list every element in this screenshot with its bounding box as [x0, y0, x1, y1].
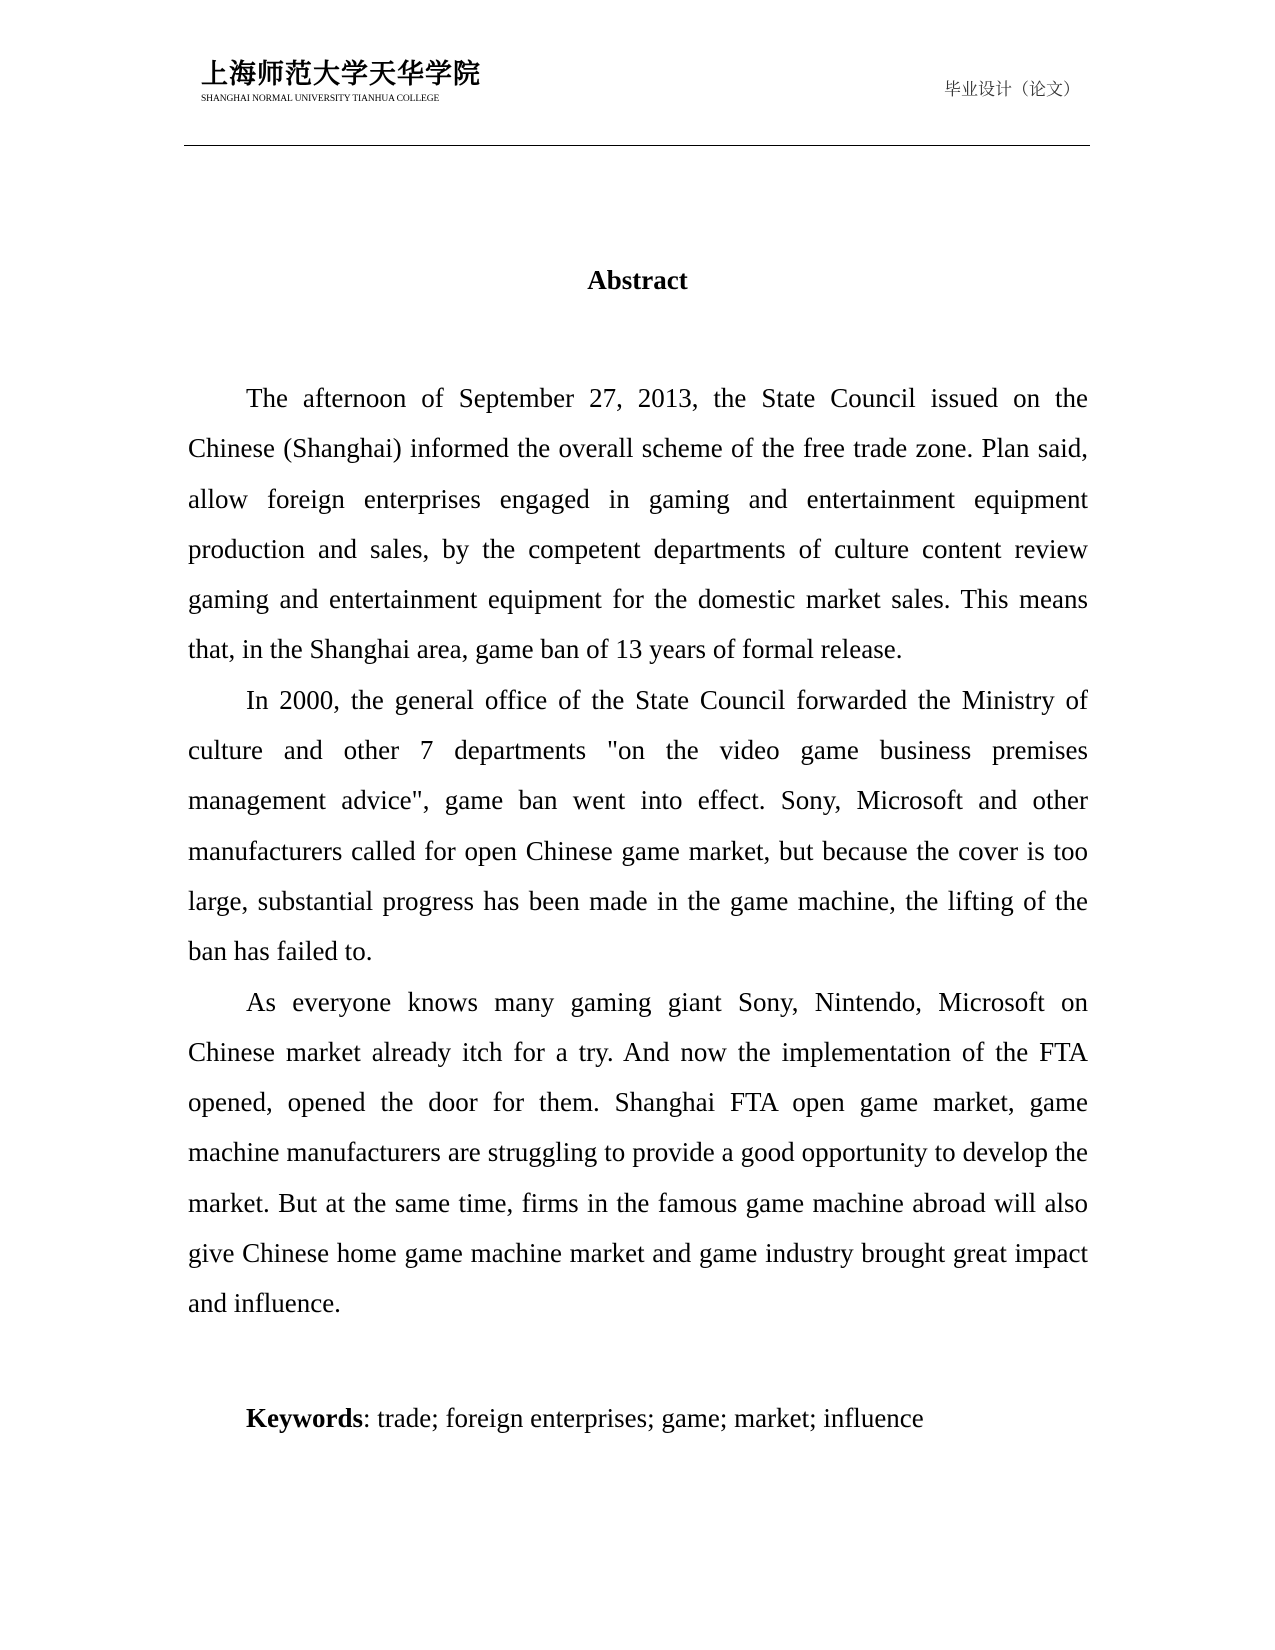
- keywords-list: : trade; foreign enterprises; game; market; influence: [363, 1403, 924, 1433]
- logo-chinese-name: 上海师范大学天华学院: [201, 59, 481, 90]
- keywords-label: Keywords: [246, 1403, 363, 1433]
- abstract-paragraph: The afternoon of September 27, 2013, the State Council issued on the Chinese (Shanghai) informed the overall scheme of the free trade zone. Plan said, allow foreign enterprises engaged in gaming and entertainment equipment production and sales, by the competent departments of culture content review gaming and entertainment equipment for the domestic market sales. This means that, in the Shanghai area, game ban of 13 years of formal release.: [188, 383, 1088, 665]
- abstract-body: [188, 373, 1088, 1329]
- page-header: [184, 58, 1090, 148]
- keywords-line: [246, 1403, 924, 1434]
- abstract-paragraph: In 2000, the general office of the State Council forwarded the Ministry of culture and other 7 departments "on the video game business premises management advice", game ban went into effect. Sony, Microsoft and other manufacturers called for open Chinese game market, but because the cover is too large, substantial progress has been made in the game machine, the lifting of the ban has failed to.: [188, 684, 1088, 967]
- page-title: Abstract: [587, 265, 688, 295]
- document-type: 毕业设计（论文）: [944, 80, 1080, 100]
- abstract-paragraph: As everyone knows many gaming giant Sony, Nintendo, Microsoft on Chinese market already itch for a try. And now the implementation of the FTA opened, opened the door for them. Shanghai FTA open game market, game machine manufacturers are struggling to provide a good opportunity to develop the market. But at the same time, firms in the famous game machine abroad will also give Chinese home game machine market and game industry brought great impact and influence.: [188, 986, 1088, 1319]
- college-logo: [201, 58, 481, 104]
- header-divider: [184, 145, 1090, 146]
- logo-english-name: SHANGHAI NORMAL UNIVERSITY TIANHUA COLLEGE: [201, 94, 440, 104]
